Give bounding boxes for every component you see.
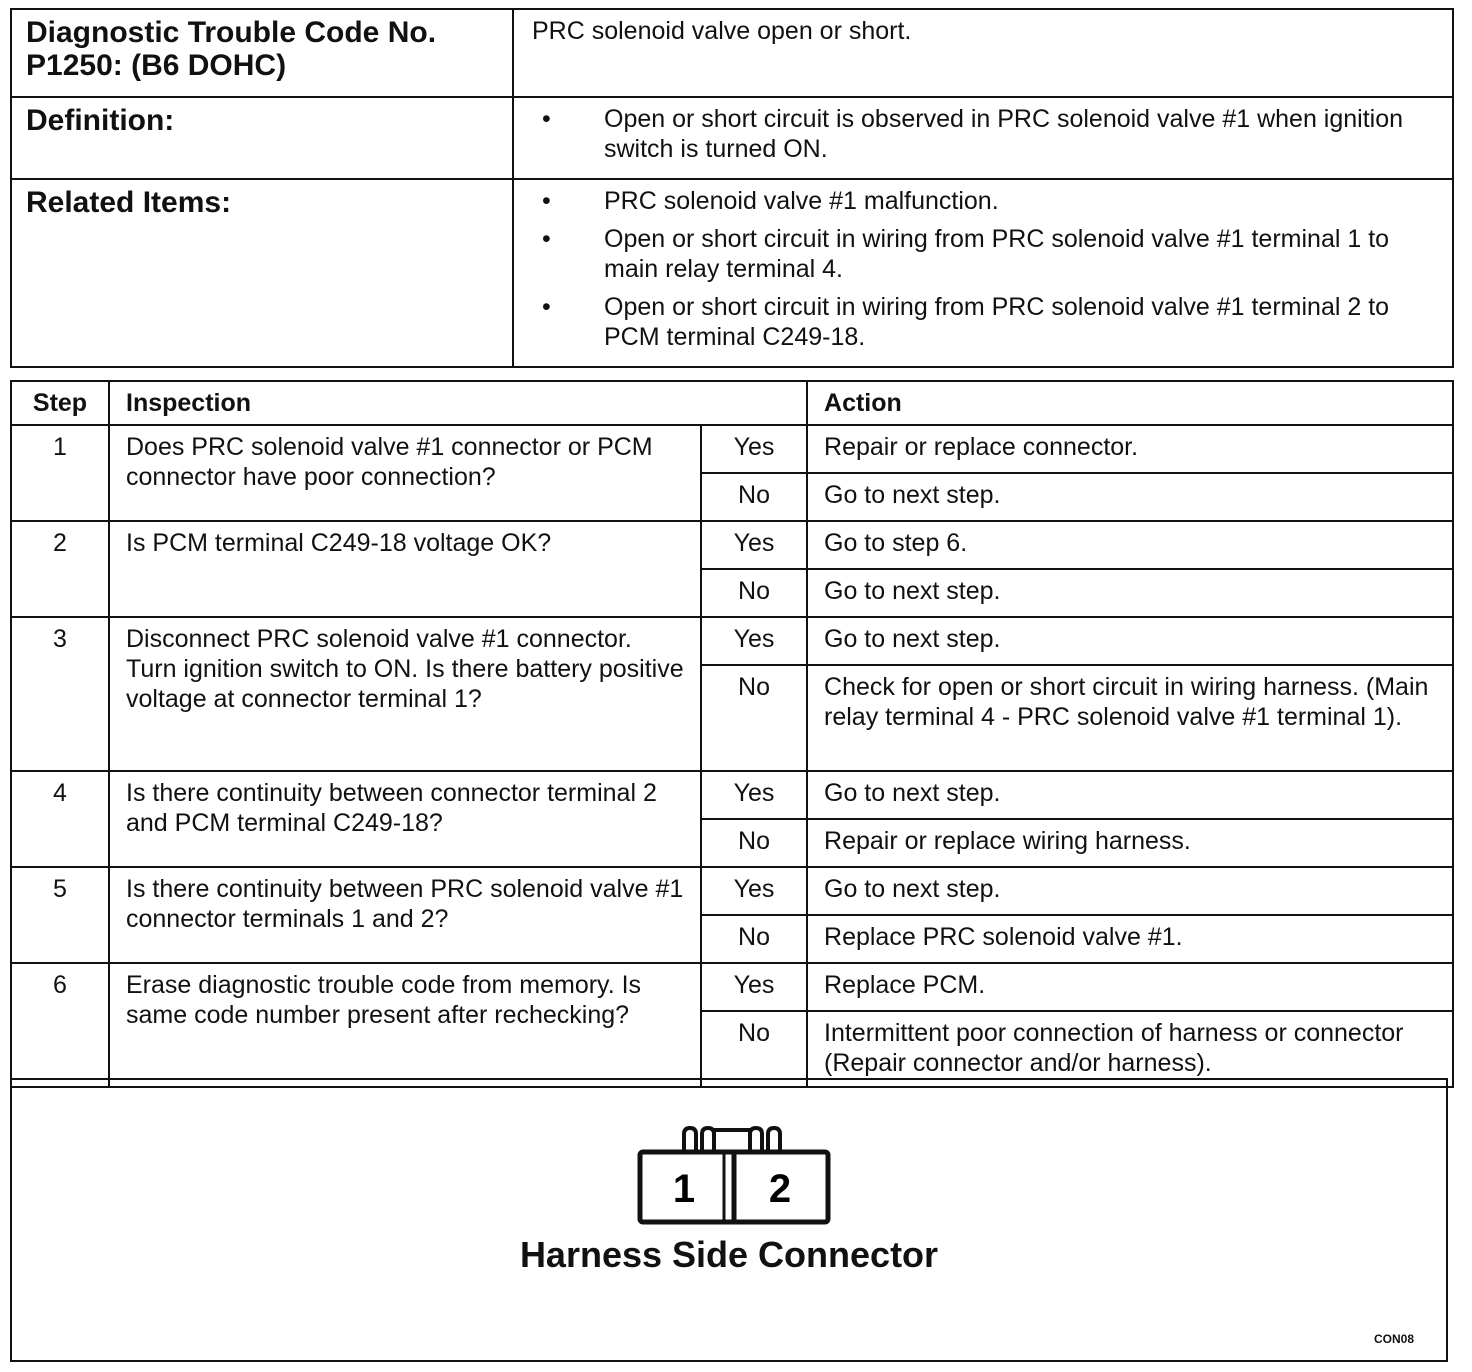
steps-header-row [11,381,1453,425]
dtc-code-row [11,9,1453,97]
step-inspection: Is PCM terminal C249-18 voltage OK? [109,521,701,617]
no-action: Repair or replace wiring harness. [807,819,1453,867]
step-inspection: Erase diagnostic trouble code from memory. Is same code number present after rechecking? [109,963,701,1087]
yes-action: Go to next step. [807,867,1453,915]
yes-label: Yes [701,867,807,915]
yes-action: Repair or replace connector. [807,425,1453,473]
connector-figure [10,1078,1448,1362]
step-number: 4 [11,771,109,867]
definition-label: Definition: [11,97,513,179]
figure-code: CON08 [1373,1332,1414,1346]
step-inspection: Does PRC solenoid valve #1 connector or PCM connector have poor connection? [109,425,701,521]
step-inspection: Is there continuity between PRC solenoid valve #1 connector terminals 1 and 2? [109,867,701,963]
definition-content [513,97,1453,179]
no-action: Go to next step. [807,473,1453,521]
yes-label: Yes [701,521,807,569]
connector-lock-tab [714,1130,750,1146]
no-label: No [701,473,807,521]
step-row [11,771,1453,819]
terminal-2-label: 2 [768,1167,792,1211]
related-item: • Open or short circuit in wiring from PRC solenoid valve #1 terminal 2 to PCM terminal C249-18. [532,292,1434,352]
harness-connector-diagram [632,1120,832,1230]
definition-item: • Open or short circuit is observed in PRC solenoid valve #1 when ignition switch is turned ON. [532,104,1434,164]
step-row [11,867,1453,915]
yes-label: Yes [701,963,807,1011]
yes-action: Go to next step. [807,771,1453,819]
step-header: Step [11,381,109,425]
step-inspection: Is there continuity between connector terminal 2 and PCM terminal C249-18? [109,771,701,867]
yes-action: Replace PCM. [807,963,1453,1011]
step-row [11,963,1453,1011]
no-action: Go to next step. [807,569,1453,617]
step-row [11,425,1453,473]
dtc-code-label: Diagnostic Trouble Code No. P1250: (B6 DOHC) [11,9,513,97]
step-number: 3 [11,617,109,771]
step-number: 1 [11,425,109,521]
dtc-info-table [10,8,1454,368]
no-label: No [701,1011,807,1087]
step-number: 5 [11,867,109,963]
related-item: • PRC solenoid valve #1 malfunction. [532,186,1434,216]
no-label: No [701,665,807,771]
no-action: Check for open or short circuit in wiring harness. (Main relay terminal 4 - PRC solenoid valve #1 terminal 1). [807,665,1453,771]
step-row [11,521,1453,569]
terminal-1-label: 1 [672,1167,696,1211]
inspection-header: Inspection [109,381,807,425]
related-items-list [532,186,1434,352]
inspection-steps-table [10,380,1454,1088]
related-items-row [11,179,1453,367]
definition-list [532,104,1434,164]
yes-label: Yes [701,425,807,473]
yes-action: Go to next step. [807,617,1453,665]
action-header: Action [807,381,1453,425]
step-inspection: Disconnect PRC solenoid valve #1 connector. Turn ignition switch to ON. Is there battery positive voltage at connector terminal 1? [109,617,701,771]
no-action: Intermittent poor connection of harness or connector (Repair connector and/or harness). [807,1011,1453,1087]
no-label: No [701,819,807,867]
definition-row [11,97,1453,179]
step-number: 6 [11,963,109,1087]
related-items-content [513,179,1453,367]
related-item: • Open or short circuit in wiring from PRC solenoid valve #1 terminal 1 to main relay terminal 4. [532,224,1434,284]
yes-label: Yes [701,771,807,819]
step-number: 2 [11,521,109,617]
dtc-code-description: PRC solenoid valve open or short. [513,9,1453,97]
connector-caption: Harness Side Connector [519,1234,939,1275]
no-label: No [701,915,807,963]
related-items-label: Related Items: [11,179,513,367]
yes-label: Yes [701,617,807,665]
no-label: No [701,569,807,617]
step-row [11,617,1453,665]
no-action: Replace PRC solenoid valve #1. [807,915,1453,963]
yes-action: Go to step 6. [807,521,1453,569]
